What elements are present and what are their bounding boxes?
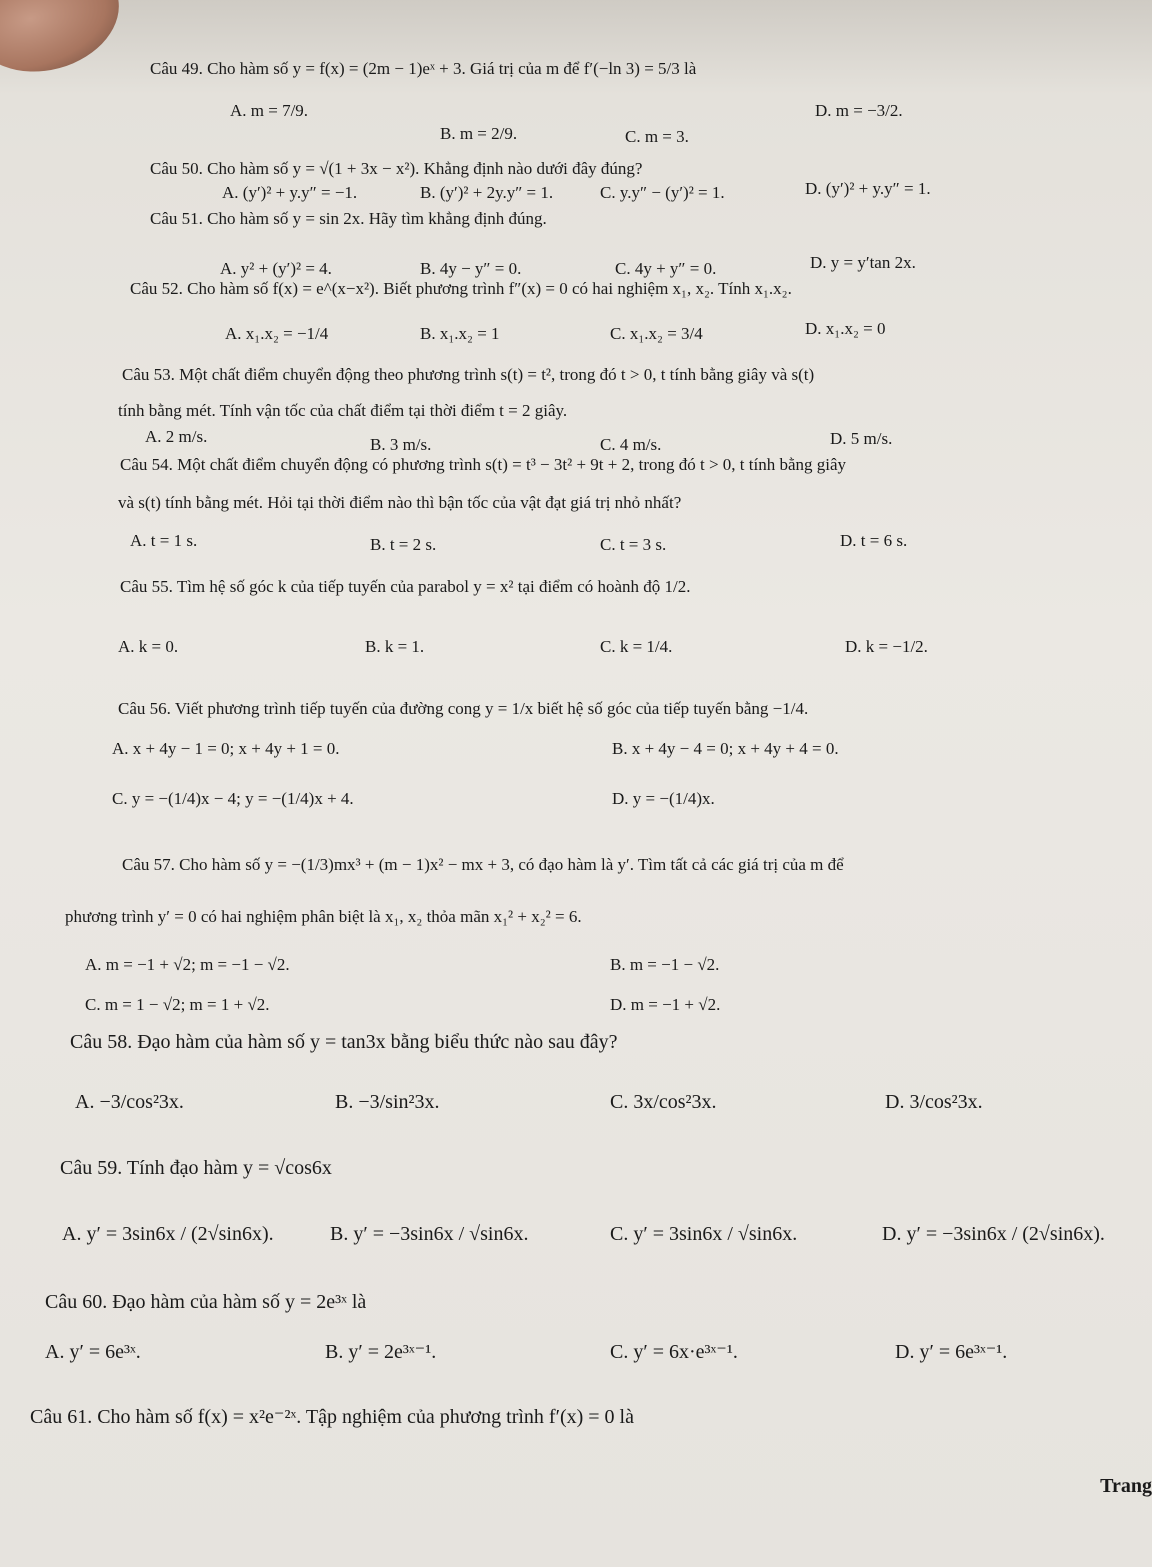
option-b: B. y′ = 2e³ˣ⁻¹. bbox=[325, 1341, 437, 1363]
option-d: D. 3/cos²3x. bbox=[885, 1091, 983, 1113]
question-stem: Câu 49. Cho hàm số y = f(x) = (2m − 1)eˣ + 3. Giá trị của m để f′(−ln 3) = 5/3 là bbox=[150, 59, 697, 78]
option-c: C. x₁.x₂ = 3/4 bbox=[610, 324, 703, 343]
question-stem-line-2: và s(t) tính bằng mét. Hỏi tại thời điểm nào thì bận tốc của vật đạt giá trị nhỏ nhất? bbox=[118, 493, 682, 512]
option-d: D. m = −1 + √2. bbox=[610, 995, 721, 1014]
question-stem: Câu 53. Một chất điểm chuyển động theo phương trình s(t) = t², trong đó t > 0, t tính bằng giây và s(t) bbox=[122, 365, 815, 384]
option-d: D. y = y′tan 2x. bbox=[810, 253, 916, 272]
option-d: D. (y′)² + y.y″ = 1. bbox=[805, 179, 931, 198]
question-stem: Câu 57. Cho hàm số y = −(1/3)mx³ + (m − 1)x² − mx + 3, có đạo hàm là y′. Tìm tất cả các giá trị của m để bbox=[122, 855, 844, 874]
option-d: D. y = −(1/4)x. bbox=[612, 789, 715, 808]
option-c: C. t = 3 s. bbox=[600, 535, 667, 554]
option-d: D. m = −3/2. bbox=[815, 101, 903, 120]
option-b: B. m = −1 − √2. bbox=[610, 955, 720, 974]
option-b: B. −3/sin²3x. bbox=[335, 1091, 440, 1113]
page-footer: Trang bbox=[1100, 1475, 1152, 1497]
option-b: B. m = 2/9. bbox=[440, 124, 518, 143]
option-b: B. 3 m/s. bbox=[370, 435, 432, 454]
question-stem: Câu 60. Đạo hàm của hàm số y = 2e³ˣ là bbox=[45, 1291, 367, 1313]
option-a: A. (y′)² + y.y″ = −1. bbox=[222, 183, 358, 202]
option-d: D. y′ = 6e³ˣ⁻¹. bbox=[895, 1341, 1008, 1363]
question-stem-line-2: phương trình y′ = 0 có hai nghiệm phân biệt là x₁, x₂ thỏa mãn x₁² + x₂² = 6. bbox=[65, 907, 582, 926]
question-stem: Câu 51. Cho hàm số y = sin 2x. Hãy tìm khẳng định đúng. bbox=[150, 209, 547, 228]
option-a: A. m = −1 + √2; m = −1 − √2. bbox=[85, 955, 290, 974]
option-c: C. y′ = 6x·e³ˣ⁻¹. bbox=[610, 1341, 738, 1363]
option-b: B. x + 4y − 4 = 0; x + 4y + 4 = 0. bbox=[612, 739, 839, 758]
option-b: B. y′ = −3sin6x / √sin6x. bbox=[330, 1223, 529, 1245]
option-c: C. y.y″ − (y′)² = 1. bbox=[600, 183, 725, 202]
option-a: A. t = 1 s. bbox=[130, 531, 198, 550]
option-d: D. 5 m/s. bbox=[830, 429, 893, 448]
question-stem-line-2: tính bằng mét. Tính vận tốc của chất điểm tại thời điểm t = 2 giây. bbox=[118, 401, 568, 420]
option-b: B. 4y − y″ = 0. bbox=[420, 259, 522, 278]
question-stem: Câu 61. Cho hàm số f(x) = x²e⁻²ˣ. Tập nghiệm của phương trình f′(x) = 0 là bbox=[30, 1406, 634, 1428]
option-c: C. y = −(1/4)x − 4; y = −(1/4)x + 4. bbox=[112, 789, 354, 808]
option-c: C. m = 1 − √2; m = 1 + √2. bbox=[85, 995, 270, 1014]
option-d: D. k = −1/2. bbox=[845, 637, 928, 656]
option-c: C. 3x/cos²3x. bbox=[610, 1091, 717, 1113]
question-stem: Câu 58. Đạo hàm của hàm số y = tan3x bằng biểu thức nào sau đây? bbox=[70, 1031, 618, 1053]
option-c: C. k = 1/4. bbox=[600, 637, 673, 656]
option-a: A. y² + (y′)² = 4. bbox=[220, 259, 332, 278]
option-c: C. y′ = 3sin6x / √sin6x. bbox=[610, 1223, 798, 1245]
question-stem: Câu 54. Một chất điểm chuyển động có phương trình s(t) = t³ − 3t² + 9t + 2, trong đó t > 0, t tính bằng giây bbox=[120, 455, 847, 474]
option-a: A. x + 4y − 1 = 0; x + 4y + 1 = 0. bbox=[112, 739, 340, 758]
option-a: A. 2 m/s. bbox=[145, 427, 208, 446]
option-a: A. −3/cos²3x. bbox=[75, 1091, 184, 1113]
option-b: B. k = 1. bbox=[365, 637, 425, 656]
option-d: D. x₁.x₂ = 0 bbox=[805, 319, 886, 338]
option-d: D. t = 6 s. bbox=[840, 531, 908, 550]
option-b: B. (y′)² + 2y.y″ = 1. bbox=[420, 183, 554, 202]
option-d: D. y′ = −3sin6x / (2√sin6x). bbox=[882, 1223, 1105, 1245]
option-a: A. y′ = 6e³ˣ. bbox=[45, 1341, 141, 1363]
option-a: A. m = 7/9. bbox=[230, 101, 309, 120]
option-c: C. 4y + y″ = 0. bbox=[615, 259, 717, 278]
option-c: C. 4 m/s. bbox=[600, 435, 662, 454]
option-a: A. y′ = 3sin6x / (2√sin6x). bbox=[62, 1223, 274, 1245]
option-b: B. t = 2 s. bbox=[370, 535, 437, 554]
question-stem: Câu 52. Cho hàm số f(x) = e^(x−x²). Biết phương trình f″(x) = 0 có hai nghiệm x₁, x₂. Tính x₁.x₂. bbox=[130, 279, 792, 298]
option-c: C. m = 3. bbox=[625, 127, 689, 146]
option-a: A. x₁.x₂ = −1/4 bbox=[225, 324, 329, 343]
question-stem: Câu 59. Tính đạo hàm y = √cos6x bbox=[60, 1157, 332, 1179]
question-stem: Câu 50. Cho hàm số y = √(1 + 3x − x²). Khẳng định nào dưới đây đúng? bbox=[150, 159, 643, 178]
question-stem: Câu 55. Tìm hệ số góc k của tiếp tuyến của parabol y = x² tại điểm có hoành độ 1/2. bbox=[120, 577, 691, 596]
option-a: A. k = 0. bbox=[118, 637, 179, 656]
question-stem: Câu 56. Viết phương trình tiếp tuyến của đường cong y = 1/x biết hệ số góc của tiếp tuyến bằng −1/4. bbox=[118, 699, 809, 718]
option-b: B. x₁.x₂ = 1 bbox=[420, 324, 500, 343]
